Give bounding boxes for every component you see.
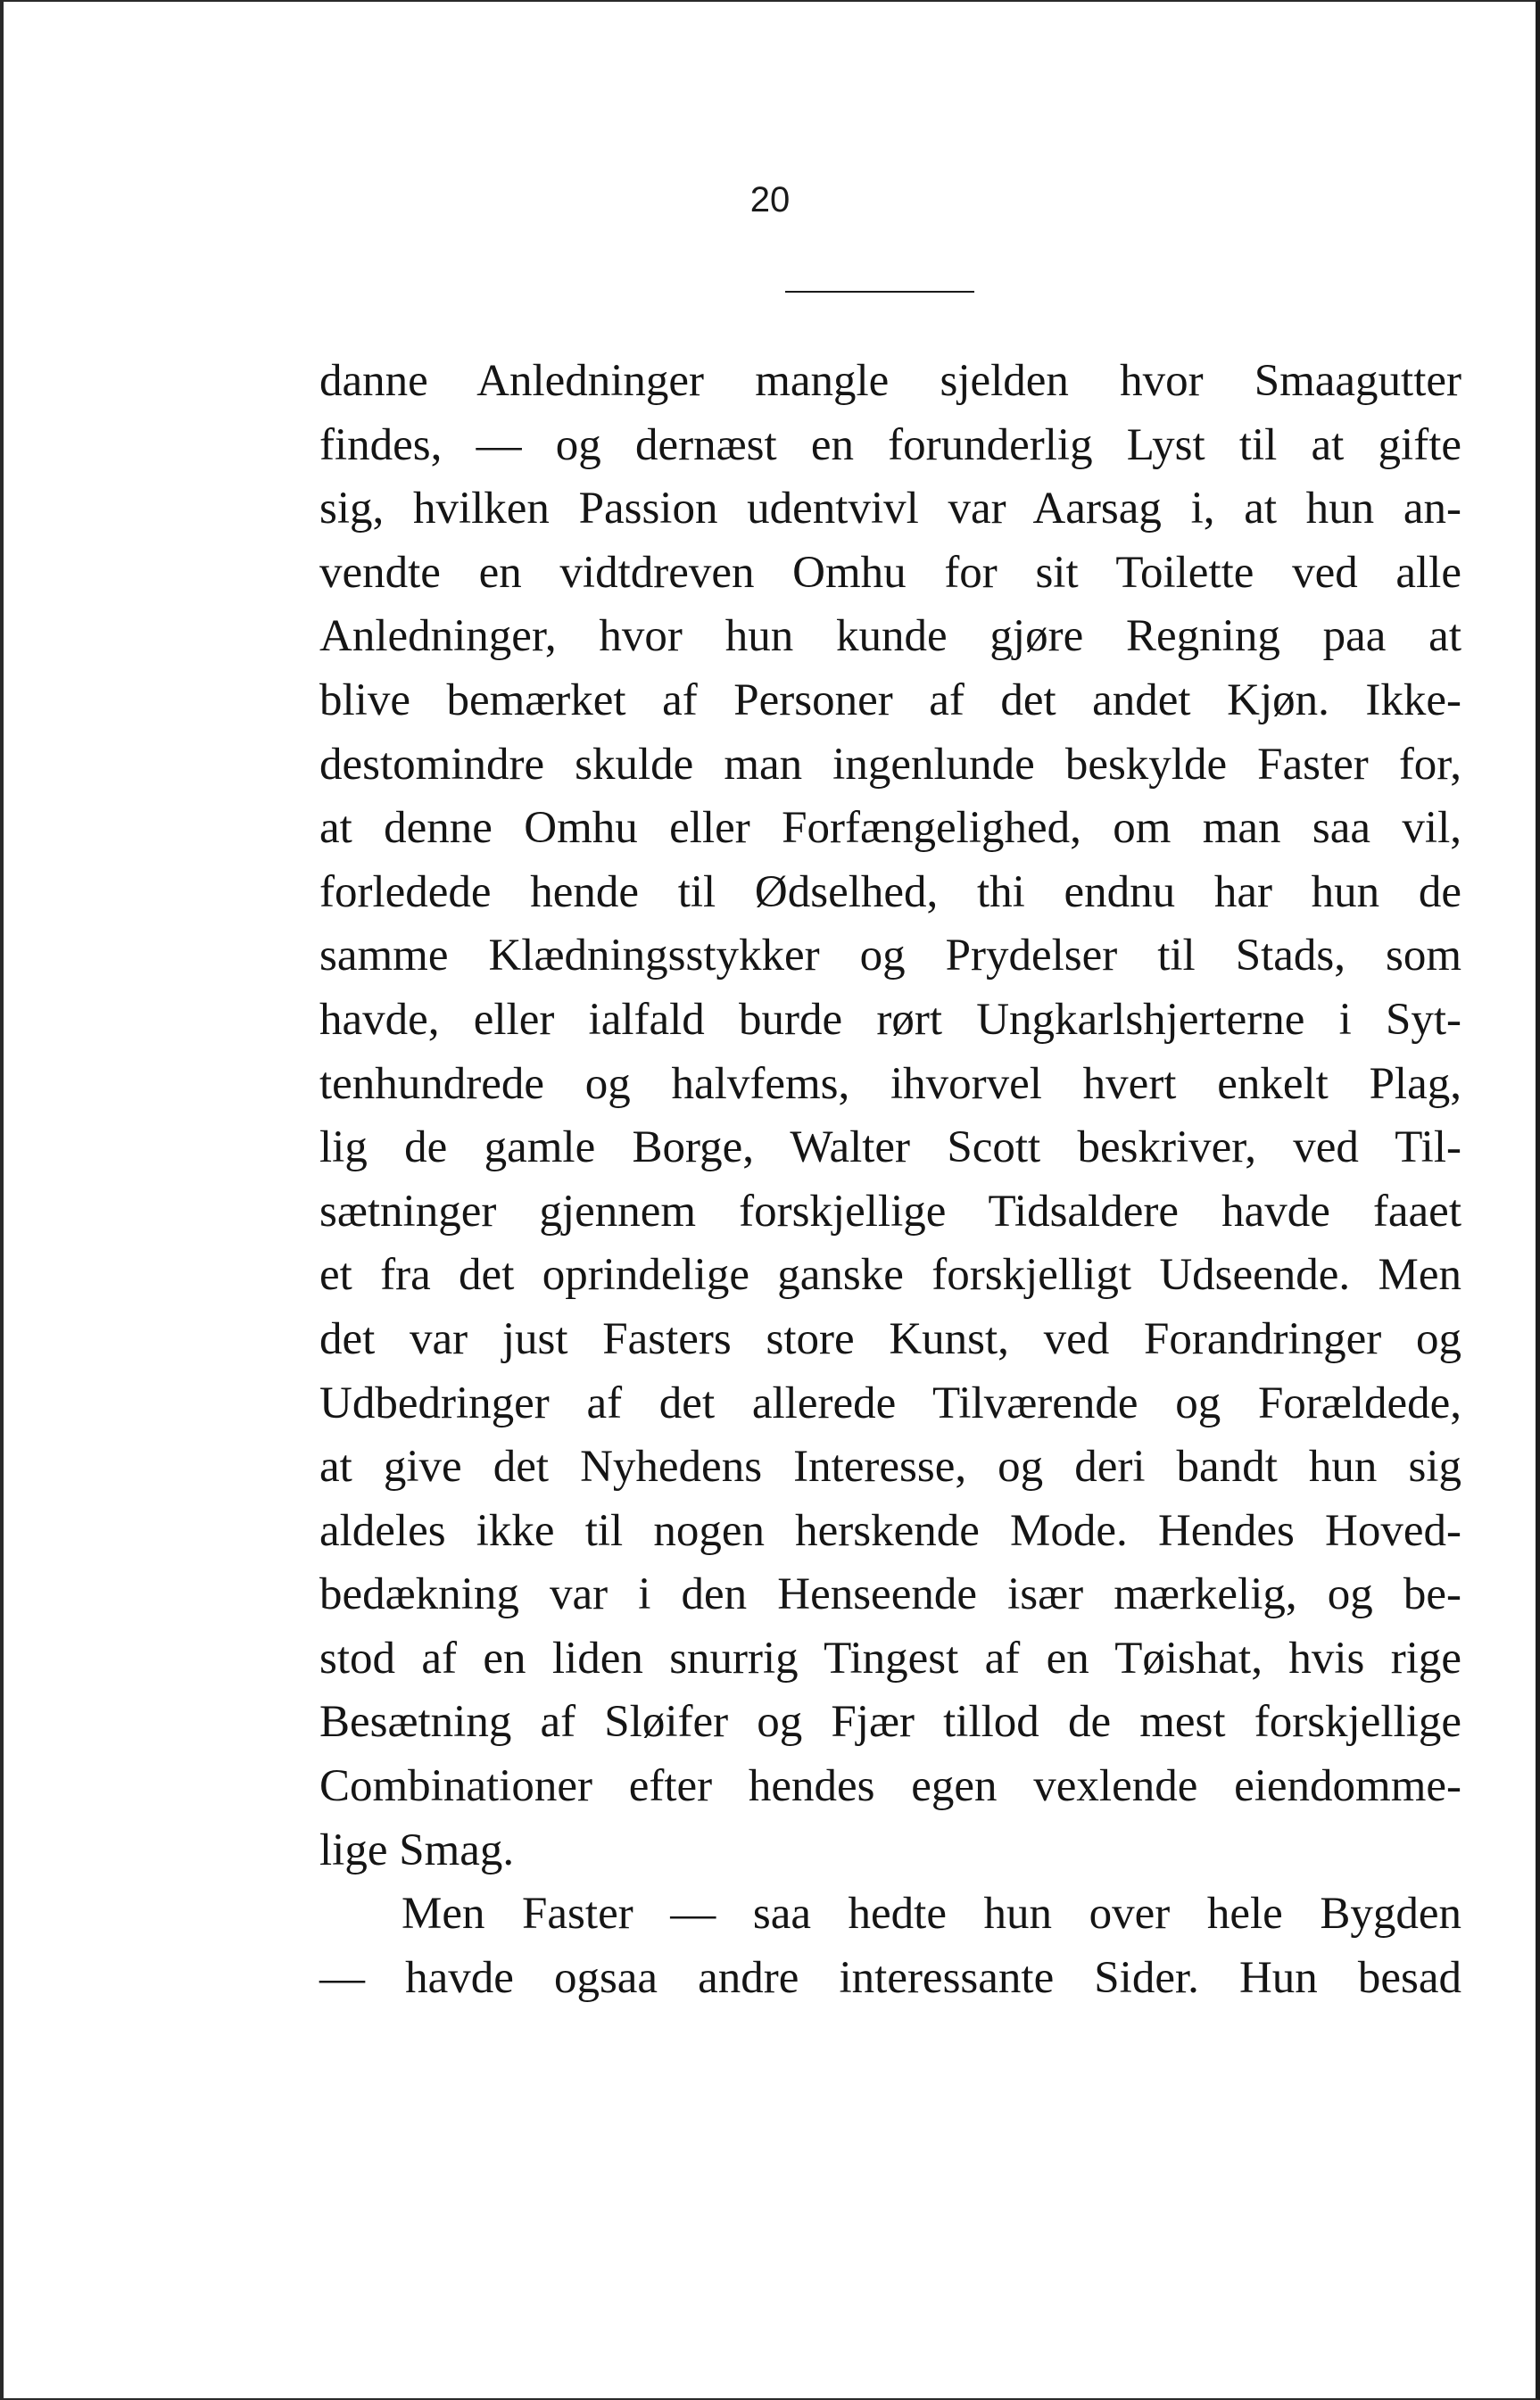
text-line: blive bemærket af Personer af det andet Kjøn. Ikke- bbox=[319, 674, 1461, 725]
text-line: — havde ogsaa andre interessante Sider. Hun besad bbox=[319, 1952, 1461, 2003]
text-line: at give det Nyhedens Interesse, og deri bandt hun sig bbox=[319, 1442, 1461, 1493]
text-line: stod af en liden snurrig Tingest af en Tøishat, hvis rige bbox=[319, 1633, 1461, 1684]
page-number: 20 bbox=[749, 180, 791, 219]
paragraph-end-line: lige Smag. bbox=[319, 1825, 515, 1875]
text-line: findes, — og dernæst en forunderlig Lyst til at gifte bbox=[319, 419, 1461, 470]
text-line: lig de gamle Borge, Walter Scott beskriver, ved Til- bbox=[319, 1122, 1461, 1173]
text-line: aldeles ikke til nogen herskende Mode. Hendes Hoved- bbox=[319, 1505, 1461, 1556]
body-text bbox=[319, 350, 1461, 2010]
text-line: forledede hende til Ødselhed, thi endnu har hun de bbox=[319, 866, 1461, 917]
text-line: Combinationer efter hendes egen vexlende eiendomme- bbox=[319, 1761, 1461, 1812]
text-line: bedækning var i den Henseende især mærkelig, og be- bbox=[319, 1569, 1461, 1620]
text-line: sig, hvilken Passion udentvivl var Aarsag i, at hun an- bbox=[319, 484, 1461, 534]
text-line: Udbedringer af det allerede Tilværende og Forældede, bbox=[319, 1378, 1461, 1428]
text-line: det var just Fasters store Kunst, ved Forandringer og bbox=[319, 1313, 1461, 1364]
text-line: et fra det oprindelige ganske forskjelligt Udseende. Men bbox=[319, 1250, 1461, 1301]
text-line: at denne Omhu eller Forfængelighed, om man saa vil, bbox=[319, 803, 1461, 854]
text-line: destomindre skulde man ingenlunde beskylde Faster for, bbox=[319, 739, 1461, 790]
text-line: sætninger gjennem forskjellige Tidsaldere havde faaet bbox=[319, 1186, 1461, 1237]
text-line: vendte en vidtdreven Omhu for sit Toilette ved alle bbox=[319, 547, 1461, 598]
text-line: samme Klædningsstykker og Prydelser til Stads, som bbox=[319, 931, 1461, 981]
paragraph-start-line: Men Faster — saa hedte hun over hele Bygden bbox=[402, 1889, 1461, 1940]
text-line: tenhundrede og halvfems, ihvorvel hvert enkelt Plag, bbox=[319, 1058, 1461, 1109]
text-line: Anledninger, hvor hun kunde gjøre Regning paa at bbox=[319, 611, 1461, 662]
text-line: Besætning af Sløifer og Fjær tillod de mest forskjellige bbox=[319, 1697, 1461, 1748]
text-line: danne Anledninger mangle sjelden hvor Smaagutter bbox=[319, 356, 1461, 406]
text-line: havde, eller ialfald burde rørt Ungkarlshjerterne i Syt- bbox=[319, 994, 1461, 1045]
header-rule bbox=[785, 291, 974, 293]
